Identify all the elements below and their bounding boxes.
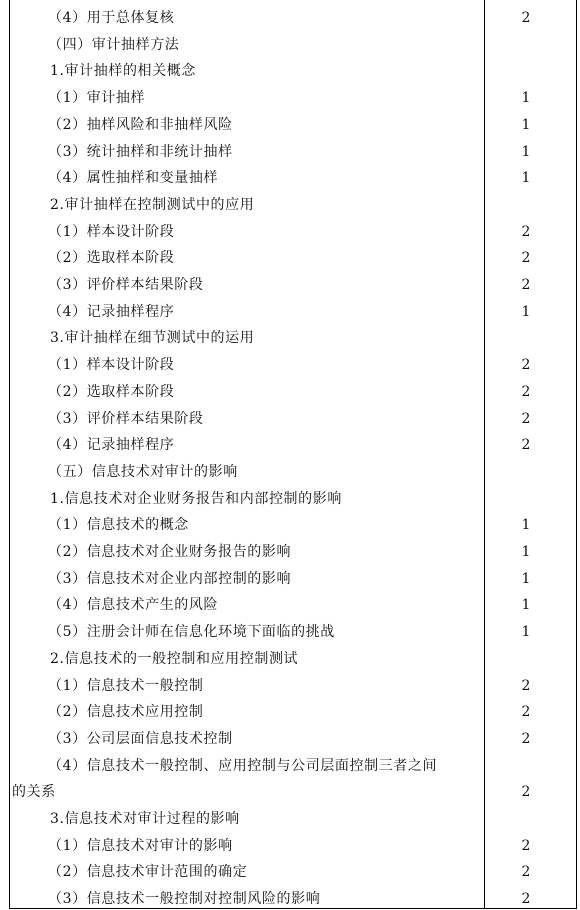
row-label: （3）评价样本结果阶段 — [48, 277, 204, 293]
row-label: （1）信息技术对审计的影响 — [48, 837, 233, 854]
row-score: 2 — [521, 891, 531, 908]
row-score: 1 — [521, 517, 531, 534]
row-label: （1）信息技术一般控制 — [48, 677, 204, 694]
row-label: （4）信息技术产生的风险 — [48, 597, 219, 614]
row-label: （2）选取样本阶段 — [48, 383, 175, 400]
row-score: 2 — [521, 383, 531, 400]
row-label: （3）评价样本结果阶段 — [48, 410, 204, 427]
row-label: 2.审计抽样在控制测试中的应用 — [50, 196, 255, 213]
row-score: 1 — [521, 90, 531, 107]
row-label: （4）记录抽样程序 — [48, 437, 175, 454]
row-score: 1 — [521, 303, 531, 320]
row-label: （2）信息技术审计范围的确定 — [48, 864, 248, 881]
row-score: 2 — [521, 357, 531, 374]
row-label: （四）审计抽样方法 — [48, 36, 180, 53]
row-score: 2 — [521, 437, 531, 454]
row-score: 2 — [521, 730, 531, 747]
row-label: （4）记录抽样程序 — [48, 303, 175, 320]
row-score: 2 — [521, 410, 531, 427]
row-label: （3）信息技术一般控制对控制风险的影响 — [48, 891, 321, 908]
row-label: （4）用于总体复核 — [48, 10, 175, 26]
row-score: 1 — [521, 544, 531, 560]
row-label: （5）注册会计师在信息化环境下面临的挑战 — [48, 624, 335, 641]
row-score: 1 — [521, 116, 531, 133]
row-label: 1.审计抽样的相关概念 — [50, 63, 196, 80]
row-label: （3）公司层面信息技术控制 — [48, 730, 233, 747]
row-score: 2 — [521, 250, 531, 267]
row-label: 1.信息技术对企业财务报告和内部控制的影响 — [50, 490, 342, 507]
row-label: （2）信息技术应用控制 — [48, 704, 204, 721]
row-score: 1 — [521, 597, 531, 614]
row-label: （4）属性抽样和变量抽样 — [48, 170, 219, 187]
row-score: 2 — [521, 864, 531, 881]
row-score: 2 — [521, 677, 531, 694]
row-score: 2 — [521, 223, 531, 240]
row-score: 1 — [521, 170, 531, 187]
table-row-wrapped — [10, 757, 576, 810]
row-score: 2 — [521, 837, 531, 854]
row-label: （1）信息技术的概念 — [48, 517, 189, 534]
row-label: 3.审计抽样在细节测试中的运用 — [50, 330, 255, 347]
row-label: （3）统计抽样和非统计抽样 — [48, 143, 233, 160]
row-score: 2 — [521, 10, 531, 26]
row-score: 1 — [521, 570, 531, 587]
row-label: 3.信息技术对审计过程的影响 — [50, 811, 240, 827]
row-label-line-2: 的关系 — [12, 784, 56, 801]
row-label: （2）信息技术对企业财务报告的影响 — [48, 544, 292, 560]
row-label: （2）选取样本阶段 — [48, 250, 175, 267]
row-label: 2.信息技术的一般控制和应用控制测试 — [50, 650, 299, 667]
syllabus-table — [9, 0, 577, 909]
row-label: （2）抽样风险和非抽样风险 — [48, 116, 233, 133]
row-label-line-1: （4）信息技术一般控制、应用控制与公司层面控制三者之间 — [48, 757, 438, 774]
row-label: （1）样本设计阶段 — [48, 223, 175, 240]
row-score: 2 — [521, 784, 531, 801]
row-score: 2 — [521, 704, 531, 721]
row-label: （1）审计抽样 — [48, 90, 146, 107]
row-label: （1）样本设计阶段 — [48, 357, 175, 374]
row-score: 1 — [521, 624, 531, 641]
row-label: （五）信息技术对审计的影响 — [48, 463, 238, 480]
row-score: 1 — [521, 143, 531, 160]
row-score: 2 — [521, 277, 531, 293]
row-label: （3）信息技术对企业内部控制的影响 — [48, 570, 292, 587]
